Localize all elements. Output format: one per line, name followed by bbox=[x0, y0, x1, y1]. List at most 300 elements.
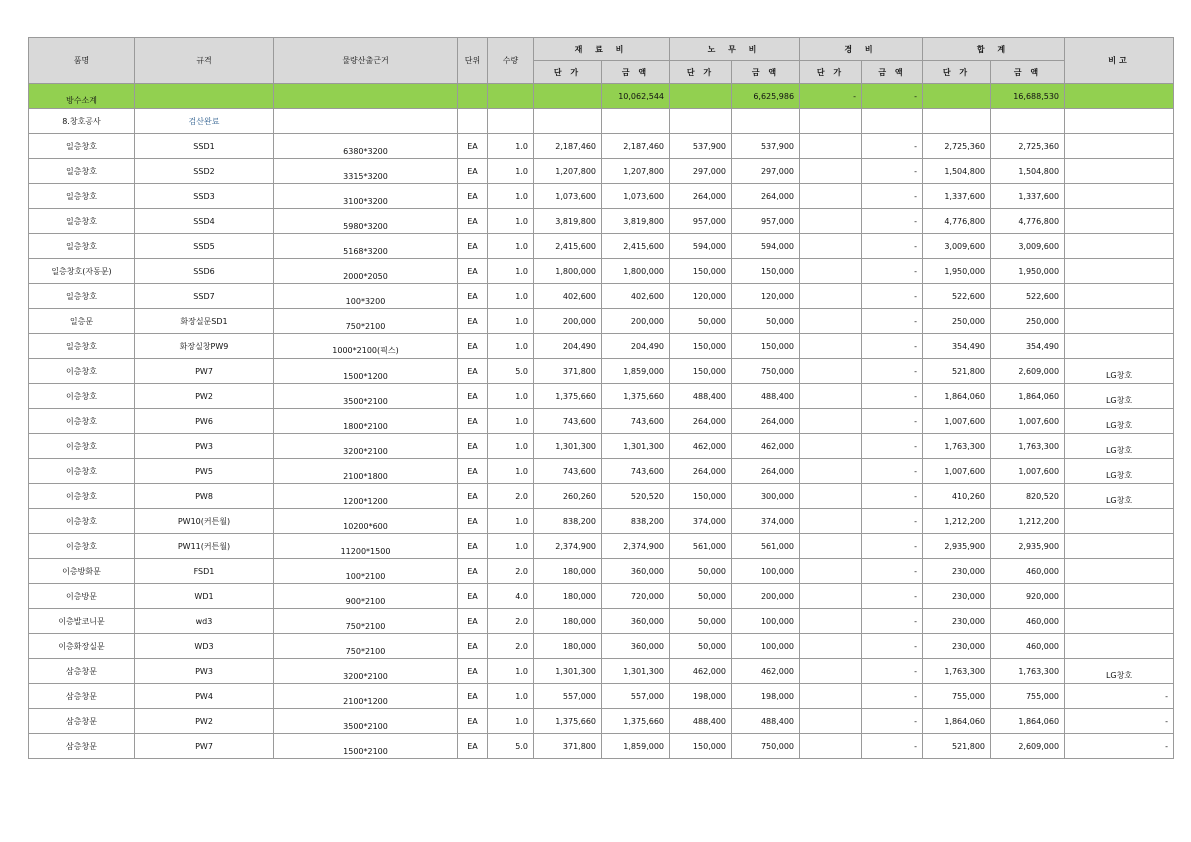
table-row bbox=[29, 159, 1174, 184]
cell-labor-amount: 100,000 bbox=[732, 559, 800, 584]
cell-labor-unit-price: 50,000 bbox=[670, 584, 732, 609]
cell-material-amount: 2,374,900 bbox=[602, 534, 670, 559]
cell-expense-unit-price bbox=[800, 609, 862, 634]
cell-labor-amount: 462,000 bbox=[732, 434, 800, 459]
table-row bbox=[29, 634, 1174, 659]
cell-total-unit-price: 1,212,200 bbox=[923, 509, 991, 534]
cell-note: LG창호 bbox=[1065, 484, 1174, 509]
cell-expense-amount: - bbox=[862, 159, 923, 184]
cell-basis: 900*2100 bbox=[274, 584, 458, 609]
cell-qty: 1.0 bbox=[488, 409, 534, 434]
cell-material-unit-price: 260,260 bbox=[534, 484, 602, 509]
cell-note: LG창호 bbox=[1065, 359, 1174, 384]
cell-qty: 1.0 bbox=[488, 459, 534, 484]
cell-expense-unit-price bbox=[800, 309, 862, 334]
header-total: 합 계 bbox=[923, 38, 1065, 61]
cell-material-amount: 1,800,000 bbox=[602, 259, 670, 284]
header-basis: 물량산출근거 bbox=[274, 38, 458, 84]
cell-material-amount: 200,000 bbox=[602, 309, 670, 334]
cell-material-unit-price: 1,207,800 bbox=[534, 159, 602, 184]
cell-material-amount: 1,859,000 bbox=[602, 359, 670, 384]
cell-total-unit-price: 3,009,600 bbox=[923, 234, 991, 259]
cell-basis: 3200*2100 bbox=[274, 659, 458, 684]
cell-labor-unit-price: 50,000 bbox=[670, 309, 732, 334]
cell-labor-unit-price: 537,900 bbox=[670, 134, 732, 159]
summary-qty bbox=[488, 84, 534, 109]
cell-material-amount: 1,301,300 bbox=[602, 659, 670, 684]
cell-labor-unit-price: 50,000 bbox=[670, 634, 732, 659]
header-total-unit-price: 단 가 bbox=[923, 61, 991, 84]
cell-total-unit-price: 521,800 bbox=[923, 734, 991, 759]
cell-material-unit-price: 180,000 bbox=[534, 559, 602, 584]
cell-item: 일층문 bbox=[29, 309, 135, 334]
cell-qty: 4.0 bbox=[488, 584, 534, 609]
cell-expense-unit-price bbox=[800, 484, 862, 509]
cell-material-unit-price: 1,301,300 bbox=[534, 434, 602, 459]
header-material-unit-price: 단 가 bbox=[534, 61, 602, 84]
cell-labor-amount: 488,400 bbox=[732, 709, 800, 734]
summary-labor-amount: 6,625,986 bbox=[732, 84, 800, 109]
cell-total-amount: 1,864,060 bbox=[991, 709, 1065, 734]
cell-item: 일층창호 bbox=[29, 234, 135, 259]
cell-note: - bbox=[1065, 709, 1174, 734]
cell-basis: 1800*2100 bbox=[274, 409, 458, 434]
cell-basis: 1500*2100 bbox=[274, 734, 458, 759]
cell-expense-amount: - bbox=[862, 359, 923, 384]
cell-unit: EA bbox=[458, 409, 488, 434]
section-empty bbox=[488, 109, 534, 134]
cell-note: LG창호 bbox=[1065, 659, 1174, 684]
table-body bbox=[29, 84, 1174, 759]
cell-material-unit-price: 557,000 bbox=[534, 684, 602, 709]
cell-item: 삼층창문 bbox=[29, 734, 135, 759]
table-row bbox=[29, 559, 1174, 584]
table-row bbox=[29, 184, 1174, 209]
table-row bbox=[29, 709, 1174, 734]
cell-material-amount: 743,600 bbox=[602, 459, 670, 484]
cell-expense-amount: - bbox=[862, 184, 923, 209]
section-empty bbox=[800, 109, 862, 134]
cell-expense-amount: - bbox=[862, 234, 923, 259]
table-row bbox=[29, 534, 1174, 559]
cell-expense-unit-price bbox=[800, 134, 862, 159]
cell-material-unit-price: 402,600 bbox=[534, 284, 602, 309]
cell-labor-unit-price: 594,000 bbox=[670, 234, 732, 259]
cell-material-amount: 1,375,660 bbox=[602, 709, 670, 734]
cell-total-amount: 1,763,300 bbox=[991, 434, 1065, 459]
cell-material-amount: 1,375,660 bbox=[602, 384, 670, 409]
cell-qty: 1.0 bbox=[488, 384, 534, 409]
cell-material-unit-price: 1,301,300 bbox=[534, 659, 602, 684]
cell-item: 이층방문 bbox=[29, 584, 135, 609]
cell-expense-amount: - bbox=[862, 509, 923, 534]
cell-material-unit-price: 743,600 bbox=[534, 459, 602, 484]
cell-item: 이층창호 bbox=[29, 534, 135, 559]
cell-note bbox=[1065, 634, 1174, 659]
cell-expense-amount: - bbox=[862, 734, 923, 759]
cell-expense-unit-price bbox=[800, 634, 862, 659]
header-expense-unit-price: 단 가 bbox=[800, 61, 862, 84]
cell-labor-unit-price: 488,400 bbox=[670, 384, 732, 409]
cell-unit: EA bbox=[458, 659, 488, 684]
cell-labor-unit-price: 150,000 bbox=[670, 359, 732, 384]
cell-material-amount: 1,859,000 bbox=[602, 734, 670, 759]
cell-total-amount: 460,000 bbox=[991, 609, 1065, 634]
cell-note bbox=[1065, 284, 1174, 309]
table-row bbox=[29, 509, 1174, 534]
cell-total-unit-price: 1,950,000 bbox=[923, 259, 991, 284]
summary-unit bbox=[458, 84, 488, 109]
table-row bbox=[29, 434, 1174, 459]
cell-unit: EA bbox=[458, 734, 488, 759]
cell-item: 이층창호 bbox=[29, 509, 135, 534]
cell-total-unit-price: 1,504,800 bbox=[923, 159, 991, 184]
table-row bbox=[29, 384, 1174, 409]
cell-spec: WD1 bbox=[135, 584, 274, 609]
cell-total-unit-price: 1,763,300 bbox=[923, 434, 991, 459]
cell-unit: EA bbox=[458, 509, 488, 534]
cell-qty: 2.0 bbox=[488, 609, 534, 634]
cell-item: 이층창호 bbox=[29, 409, 135, 434]
cell-expense-unit-price bbox=[800, 209, 862, 234]
cell-item: 이층발코니문 bbox=[29, 609, 135, 634]
cell-note: LG창호 bbox=[1065, 434, 1174, 459]
cell-total-amount: 522,600 bbox=[991, 284, 1065, 309]
cell-unit: EA bbox=[458, 459, 488, 484]
summary-basis bbox=[274, 84, 458, 109]
cell-note bbox=[1065, 584, 1174, 609]
cell-unit: EA bbox=[458, 209, 488, 234]
cell-qty: 1.0 bbox=[488, 434, 534, 459]
cell-item: 이층창호 bbox=[29, 434, 135, 459]
cell-labor-amount: 150,000 bbox=[732, 334, 800, 359]
cell-spec: PW3 bbox=[135, 434, 274, 459]
section-empty bbox=[1065, 109, 1174, 134]
header-total-amount: 금 액 bbox=[991, 61, 1065, 84]
cell-spec: PW7 bbox=[135, 359, 274, 384]
cell-material-unit-price: 371,800 bbox=[534, 359, 602, 384]
cell-total-amount: 1,950,000 bbox=[991, 259, 1065, 284]
cell-material-unit-price: 2,374,900 bbox=[534, 534, 602, 559]
cell-basis: 3100*3200 bbox=[274, 184, 458, 209]
cell-labor-amount: 264,000 bbox=[732, 459, 800, 484]
cell-item: 삼층창문 bbox=[29, 659, 135, 684]
section-title: 8.창호공사 bbox=[29, 109, 135, 134]
cell-total-unit-price: 230,000 bbox=[923, 634, 991, 659]
section-empty bbox=[862, 109, 923, 134]
cell-labor-unit-price: 150,000 bbox=[670, 484, 732, 509]
cell-total-unit-price: 521,800 bbox=[923, 359, 991, 384]
section-empty bbox=[458, 109, 488, 134]
table-row bbox=[29, 659, 1174, 684]
cell-expense-amount: - bbox=[862, 559, 923, 584]
cell-qty: 2.0 bbox=[488, 559, 534, 584]
cell-note bbox=[1065, 209, 1174, 234]
cell-unit: EA bbox=[458, 559, 488, 584]
cell-total-unit-price: 2,935,900 bbox=[923, 534, 991, 559]
summary-material-amount: 10,062,544 bbox=[602, 84, 670, 109]
cell-labor-unit-price: 264,000 bbox=[670, 459, 732, 484]
cell-spec: SSD7 bbox=[135, 284, 274, 309]
cell-total-amount: 1,864,060 bbox=[991, 384, 1065, 409]
cell-material-amount: 3,819,800 bbox=[602, 209, 670, 234]
table-row bbox=[29, 459, 1174, 484]
cell-material-amount: 557,000 bbox=[602, 684, 670, 709]
estimate-table bbox=[28, 37, 1174, 759]
cell-expense-unit-price bbox=[800, 184, 862, 209]
cell-labor-unit-price: 462,000 bbox=[670, 659, 732, 684]
cell-expense-unit-price bbox=[800, 534, 862, 559]
cell-expense-amount: - bbox=[862, 134, 923, 159]
cell-labor-amount: 264,000 bbox=[732, 409, 800, 434]
section-empty bbox=[274, 109, 458, 134]
summary-total-unit bbox=[923, 84, 991, 109]
cell-total-amount: 3,009,600 bbox=[991, 234, 1065, 259]
cell-total-unit-price: 230,000 bbox=[923, 559, 991, 584]
section-empty bbox=[670, 109, 732, 134]
cell-item: 이층방화문 bbox=[29, 559, 135, 584]
cell-expense-amount: - bbox=[862, 584, 923, 609]
cell-material-unit-price: 371,800 bbox=[534, 734, 602, 759]
cell-basis: 3315*3200 bbox=[274, 159, 458, 184]
table-row bbox=[29, 334, 1174, 359]
cell-note bbox=[1065, 609, 1174, 634]
cell-material-amount: 720,000 bbox=[602, 584, 670, 609]
table-row bbox=[29, 484, 1174, 509]
cell-basis: 2100*1800 bbox=[274, 459, 458, 484]
cell-labor-unit-price: 150,000 bbox=[670, 334, 732, 359]
cell-labor-unit-price: 374,000 bbox=[670, 509, 732, 534]
cell-note bbox=[1065, 559, 1174, 584]
cell-total-amount: 820,520 bbox=[991, 484, 1065, 509]
cell-expense-amount: - bbox=[862, 634, 923, 659]
cell-material-unit-price: 204,490 bbox=[534, 334, 602, 359]
cell-expense-amount: - bbox=[862, 684, 923, 709]
cell-labor-unit-price: 150,000 bbox=[670, 259, 732, 284]
cell-expense-unit-price bbox=[800, 334, 862, 359]
table-row bbox=[29, 584, 1174, 609]
cell-note: LG창호 bbox=[1065, 409, 1174, 434]
cell-qty: 1.0 bbox=[488, 684, 534, 709]
table-row bbox=[29, 609, 1174, 634]
cell-expense-amount: - bbox=[862, 434, 923, 459]
cell-expense-unit-price bbox=[800, 284, 862, 309]
cell-spec: SSD3 bbox=[135, 184, 274, 209]
cell-unit: EA bbox=[458, 584, 488, 609]
cell-labor-unit-price: 50,000 bbox=[670, 609, 732, 634]
cell-basis: 11200*1500 bbox=[274, 534, 458, 559]
cell-qty: 1.0 bbox=[488, 334, 534, 359]
table-row bbox=[29, 259, 1174, 284]
cell-unit: EA bbox=[458, 134, 488, 159]
cell-expense-unit-price bbox=[800, 384, 862, 409]
cell-expense-unit-price bbox=[800, 459, 862, 484]
cell-spec: wd3 bbox=[135, 609, 274, 634]
cell-total-amount: 920,000 bbox=[991, 584, 1065, 609]
cell-labor-amount: 537,900 bbox=[732, 134, 800, 159]
cell-qty: 5.0 bbox=[488, 734, 534, 759]
cell-unit: EA bbox=[458, 359, 488, 384]
cell-expense-amount: - bbox=[862, 409, 923, 434]
cell-note bbox=[1065, 184, 1174, 209]
header-material: 재 료 비 bbox=[534, 38, 670, 61]
cell-item: 삼층창문 bbox=[29, 684, 135, 709]
header-spec: 규격 bbox=[135, 38, 274, 84]
cell-qty: 1.0 bbox=[488, 134, 534, 159]
cell-labor-amount: 264,000 bbox=[732, 184, 800, 209]
cell-total-amount: 1,007,600 bbox=[991, 459, 1065, 484]
summary-label: 방수소계 bbox=[29, 84, 135, 109]
cell-unit: EA bbox=[458, 384, 488, 409]
cell-expense-unit-price bbox=[800, 434, 862, 459]
cell-total-unit-price: 230,000 bbox=[923, 584, 991, 609]
cell-item: 일층창호 bbox=[29, 134, 135, 159]
cell-total-unit-price: 755,000 bbox=[923, 684, 991, 709]
section-empty bbox=[923, 109, 991, 134]
cell-expense-unit-price bbox=[800, 159, 862, 184]
cell-note: - bbox=[1065, 684, 1174, 709]
cell-note bbox=[1065, 234, 1174, 259]
header-material-amount: 금 액 bbox=[602, 61, 670, 84]
header-labor: 노 무 비 bbox=[670, 38, 800, 61]
header-labor-amount: 금 액 bbox=[732, 61, 800, 84]
summary-note bbox=[1065, 84, 1174, 109]
cell-basis: 1000*2100(픽스) bbox=[274, 334, 458, 359]
cell-qty: 1.0 bbox=[488, 284, 534, 309]
cell-unit: EA bbox=[458, 334, 488, 359]
cell-material-amount: 360,000 bbox=[602, 559, 670, 584]
cell-total-amount: 1,212,200 bbox=[991, 509, 1065, 534]
cell-spec: PW10(커튼월) bbox=[135, 509, 274, 534]
cell-note: LG창호 bbox=[1065, 459, 1174, 484]
cell-total-unit-price: 2,725,360 bbox=[923, 134, 991, 159]
cell-material-unit-price: 1,375,660 bbox=[534, 384, 602, 409]
cell-basis: 10200*600 bbox=[274, 509, 458, 534]
cell-note: LG창호 bbox=[1065, 384, 1174, 409]
header-expense-amount: 금 액 bbox=[862, 61, 923, 84]
cell-spec: PW4 bbox=[135, 684, 274, 709]
cell-material-unit-price: 2,187,460 bbox=[534, 134, 602, 159]
cell-material-amount: 2,415,600 bbox=[602, 234, 670, 259]
cell-material-unit-price: 1,073,600 bbox=[534, 184, 602, 209]
cell-expense-amount: - bbox=[862, 334, 923, 359]
cell-total-amount: 755,000 bbox=[991, 684, 1065, 709]
section-empty bbox=[534, 109, 602, 134]
cell-labor-unit-price: 488,400 bbox=[670, 709, 732, 734]
cell-basis: 3500*2100 bbox=[274, 384, 458, 409]
cell-total-unit-price: 1,007,600 bbox=[923, 459, 991, 484]
cell-total-unit-price: 1,007,600 bbox=[923, 409, 991, 434]
cell-expense-unit-price bbox=[800, 234, 862, 259]
cell-basis: 5980*3200 bbox=[274, 209, 458, 234]
cell-labor-amount: 300,000 bbox=[732, 484, 800, 509]
cell-expense-unit-price bbox=[800, 584, 862, 609]
cell-total-unit-price: 250,000 bbox=[923, 309, 991, 334]
cell-qty: 5.0 bbox=[488, 359, 534, 384]
cell-material-unit-price: 2,415,600 bbox=[534, 234, 602, 259]
cell-basis: 5168*3200 bbox=[274, 234, 458, 259]
cell-spec: PW2 bbox=[135, 384, 274, 409]
cell-expense-amount: - bbox=[862, 384, 923, 409]
cell-note bbox=[1065, 259, 1174, 284]
cell-spec: 화장실문SD1 bbox=[135, 309, 274, 334]
cell-note bbox=[1065, 334, 1174, 359]
cell-expense-amount: - bbox=[862, 659, 923, 684]
cell-material-amount: 2,187,460 bbox=[602, 134, 670, 159]
cell-qty: 1.0 bbox=[488, 209, 534, 234]
summary-material-unit bbox=[534, 84, 602, 109]
summary-spec bbox=[135, 84, 274, 109]
table-row bbox=[29, 409, 1174, 434]
cell-expense-amount: - bbox=[862, 309, 923, 334]
cell-spec: PW6 bbox=[135, 409, 274, 434]
cell-unit: EA bbox=[458, 234, 488, 259]
cell-material-amount: 360,000 bbox=[602, 634, 670, 659]
cell-total-unit-price: 4,776,800 bbox=[923, 209, 991, 234]
cell-basis: 100*2100 bbox=[274, 559, 458, 584]
cell-spec: FSD1 bbox=[135, 559, 274, 584]
cell-note bbox=[1065, 534, 1174, 559]
cell-material-amount: 402,600 bbox=[602, 284, 670, 309]
header-note: 비고 bbox=[1065, 38, 1174, 84]
table-row bbox=[29, 309, 1174, 334]
section-row bbox=[29, 109, 1174, 134]
cell-qty: 2.0 bbox=[488, 484, 534, 509]
cell-item: 일층창호(자동문) bbox=[29, 259, 135, 284]
cell-expense-unit-price bbox=[800, 709, 862, 734]
cell-material-amount: 838,200 bbox=[602, 509, 670, 534]
cell-qty: 1.0 bbox=[488, 234, 534, 259]
cell-total-amount: 2,609,000 bbox=[991, 734, 1065, 759]
cell-labor-unit-price: 462,000 bbox=[670, 434, 732, 459]
cell-material-unit-price: 1,800,000 bbox=[534, 259, 602, 284]
cell-total-amount: 1,504,800 bbox=[991, 159, 1065, 184]
cell-total-unit-price: 1,864,060 bbox=[923, 709, 991, 734]
cell-item: 일층창호 bbox=[29, 159, 135, 184]
cell-item: 이층창호 bbox=[29, 359, 135, 384]
cell-labor-amount: 297,000 bbox=[732, 159, 800, 184]
cell-item: 이층창호 bbox=[29, 459, 135, 484]
header-labor-unit-price: 단 가 bbox=[670, 61, 732, 84]
cell-labor-amount: 100,000 bbox=[732, 634, 800, 659]
table-row bbox=[29, 734, 1174, 759]
cell-qty: 1.0 bbox=[488, 509, 534, 534]
cell-item: 일층창호 bbox=[29, 284, 135, 309]
cell-spec: PW11(커튼월) bbox=[135, 534, 274, 559]
section-empty bbox=[732, 109, 800, 134]
cell-unit: EA bbox=[458, 434, 488, 459]
cell-spec: PW7 bbox=[135, 734, 274, 759]
cell-labor-amount: 561,000 bbox=[732, 534, 800, 559]
cell-spec: SSD1 bbox=[135, 134, 274, 159]
cell-expense-unit-price bbox=[800, 659, 862, 684]
cell-qty: 2.0 bbox=[488, 634, 534, 659]
cell-material-amount: 1,073,600 bbox=[602, 184, 670, 209]
cell-total-amount: 2,935,900 bbox=[991, 534, 1065, 559]
cell-item: 일층창호 bbox=[29, 209, 135, 234]
cell-unit: EA bbox=[458, 634, 488, 659]
section-empty bbox=[602, 109, 670, 134]
table-row bbox=[29, 134, 1174, 159]
cell-qty: 1.0 bbox=[488, 259, 534, 284]
cell-total-unit-price: 230,000 bbox=[923, 609, 991, 634]
cell-material-amount: 360,000 bbox=[602, 609, 670, 634]
cell-total-amount: 460,000 bbox=[991, 559, 1065, 584]
cell-spec: SSD6 bbox=[135, 259, 274, 284]
cell-total-amount: 354,490 bbox=[991, 334, 1065, 359]
cell-material-unit-price: 743,600 bbox=[534, 409, 602, 434]
cell-unit: EA bbox=[458, 159, 488, 184]
